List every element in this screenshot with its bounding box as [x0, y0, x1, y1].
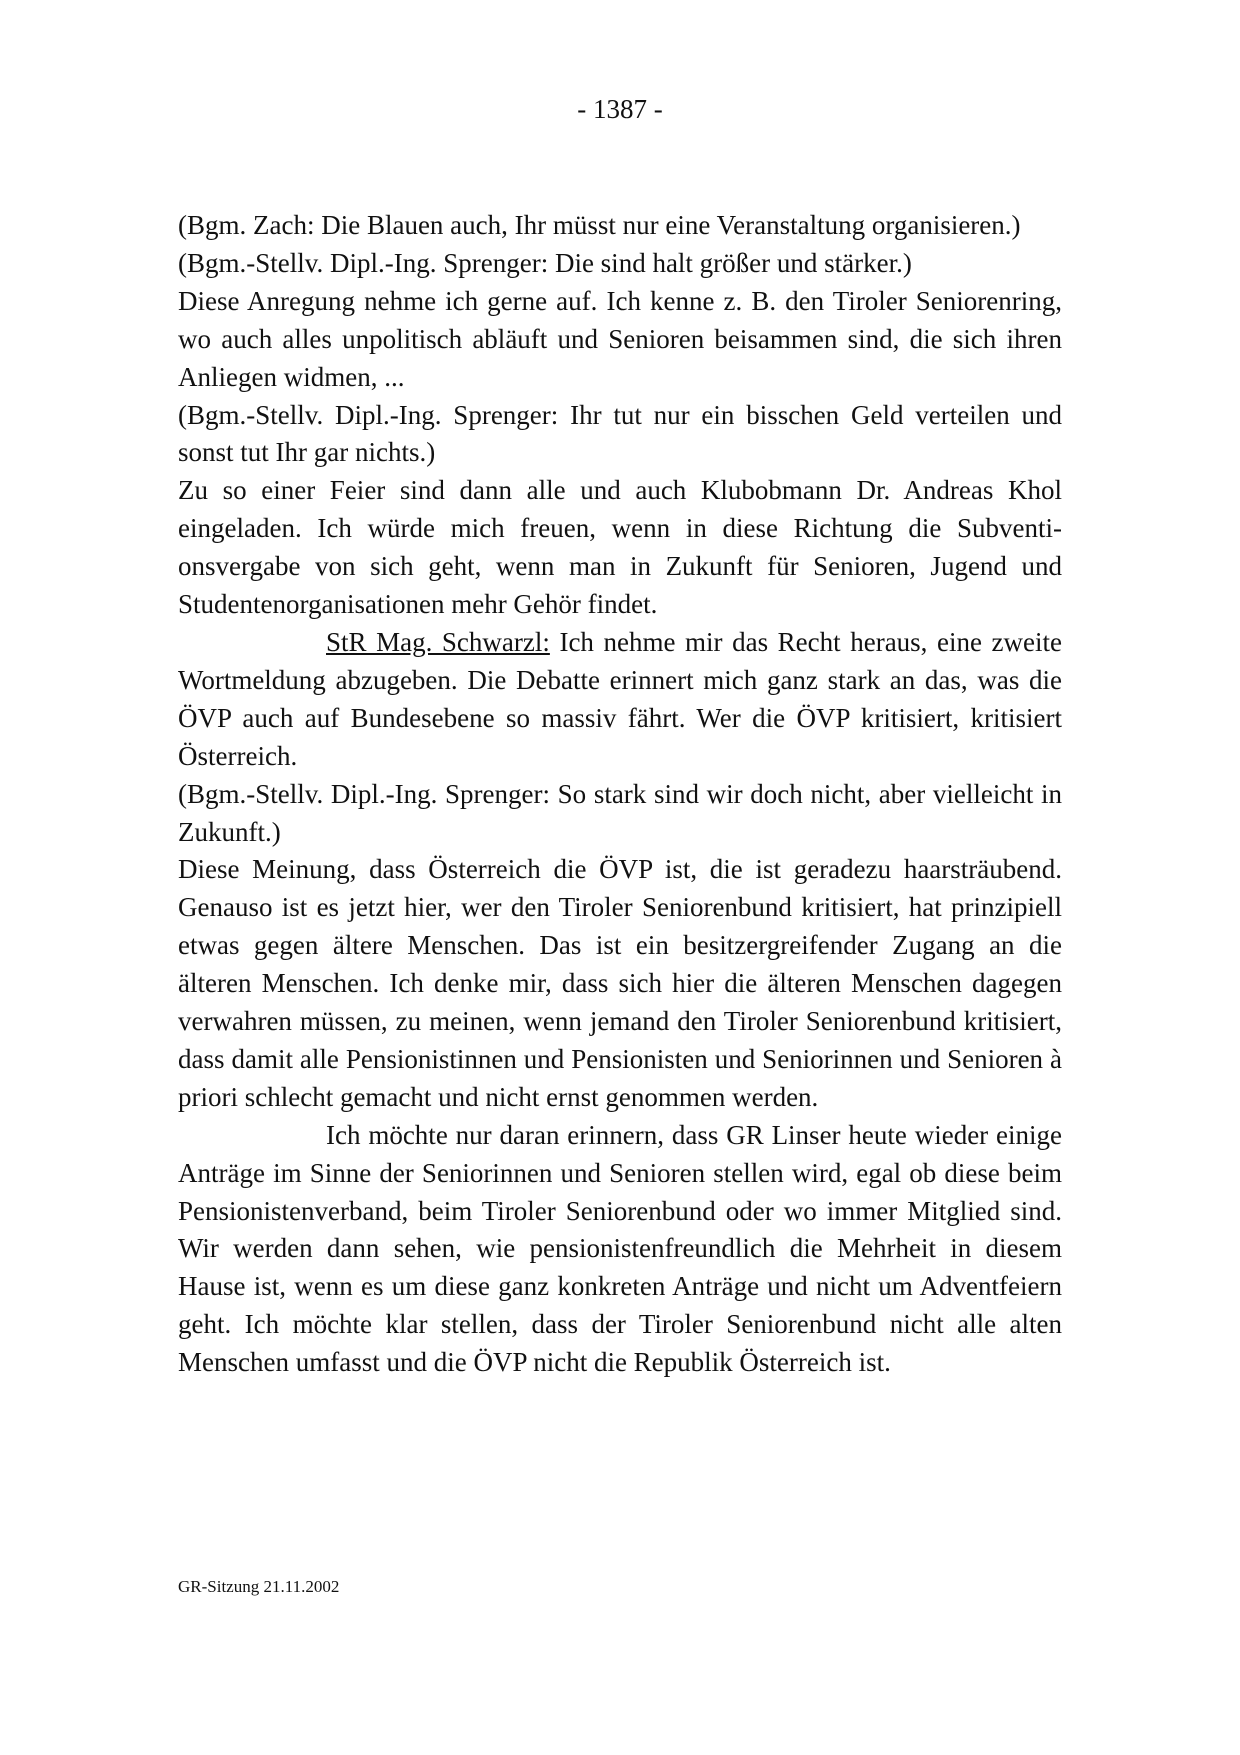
interjection-sprenger-1: (Bgm.-Stellv. Dipl.-Ing. Sprenger: Die sind halt größer und stärker.) [178, 247, 912, 278]
page-number: - 1387 - [577, 94, 663, 124]
interjection-sprenger-3: (Bgm.-Stellv. Dipl.-Ing. Sprenger: So stark sind wir doch nicht, aber vielleicht in Zukunft.) [178, 778, 1062, 847]
body-text [178, 207, 1062, 1382]
interjection-sprenger-2: (Bgm.-Stellv. Dipl.-Ing. Sprenger: Ihr tut nur ein bisschen Geld verteilen und sonst tut Ihr gar nichts.) [178, 399, 1062, 468]
speech-paragraph-schwarzl [178, 624, 1062, 776]
speech-text: Ich nehme mir das Recht heraus, eine zweite Wortmeldung abzugeben. Die Debatte erinnert mich ganz stark an das, was die ÖVP auch auf Bundesebene so massiv fährt. Wer die ÖVP kritisiert, kritisiert Österreich. [178, 626, 1062, 771]
speaker-name: StR Mag. Schwarzl: [326, 626, 550, 657]
interjection-zach: (Bgm. Zach: Die Blauen auch, Ihr müsst nur eine Veranstaltung organisieren.) [178, 210, 1021, 240]
footer: GR-Sitzung 21.11.2002 [178, 1577, 340, 1596]
speech-paragraph: Diese Meinung, dass Österreich die ÖVP ist, die ist geradezu haarsträubend. Genauso ist es jetzt hier, wer den Tiroler Seniorenbund kritisiert, hat prinzipiell etwas gegen ältere Menschen. Das ist ein besitzergreifender Zugang an die älteren Menschen. Ich denke mir, dass sich hier die älteren Menschen dagegen verwahren müssen, zu meinen, wenn jemand den Tiroler Seniorenbund kritisiert, dass damit alle Pensionistinnen und Pensionisten und Seniorinnen und Senioren à priori schlecht gemacht und nicht ernst genommen werden. [178, 854, 1062, 1112]
speech-paragraph: Diese Anregung nehme ich gerne auf. Ich kenne z. B. den Tiroler Seniorenring, wo auch alles unpolitisch abläuft und Senioren beisammen sind, die sich ihren Anliegen widmen, ... [178, 285, 1062, 392]
speech-paragraph: Zu so einer Feier sind dann alle und auch Klubobmann Dr. Andreas Khol eingeladen. Ich würde mich freuen, wenn in diese Richtung die Subventionsvergabe von sich geht, wenn man in Zukunft für Senioren, Jugend und Studentenorganisationen mehr Gehör findet. [178, 475, 1062, 620]
speech-paragraph: Ich möchte nur daran erinnern, dass GR Linser heute wieder einige Anträge im Sinne der Seniorinnen und Senioren stellen wird, egal ob diese beim Pensionistenverband, beim Tiroler Seniorenbund oder wo immer Mitglied sind. Wir werden dann sehen, wie pensionistenfreundlich die Mehrheit in diesem Hause ist, wenn es um diese ganz konkreten Anträge und nicht um Adventfeiern geht. Ich möchte klar stellen, dass der Tiroler Seniorenbund nicht alle alten Menschen umfasst und die ÖVP nicht die Republik Österreich ist. [178, 1119, 1062, 1378]
